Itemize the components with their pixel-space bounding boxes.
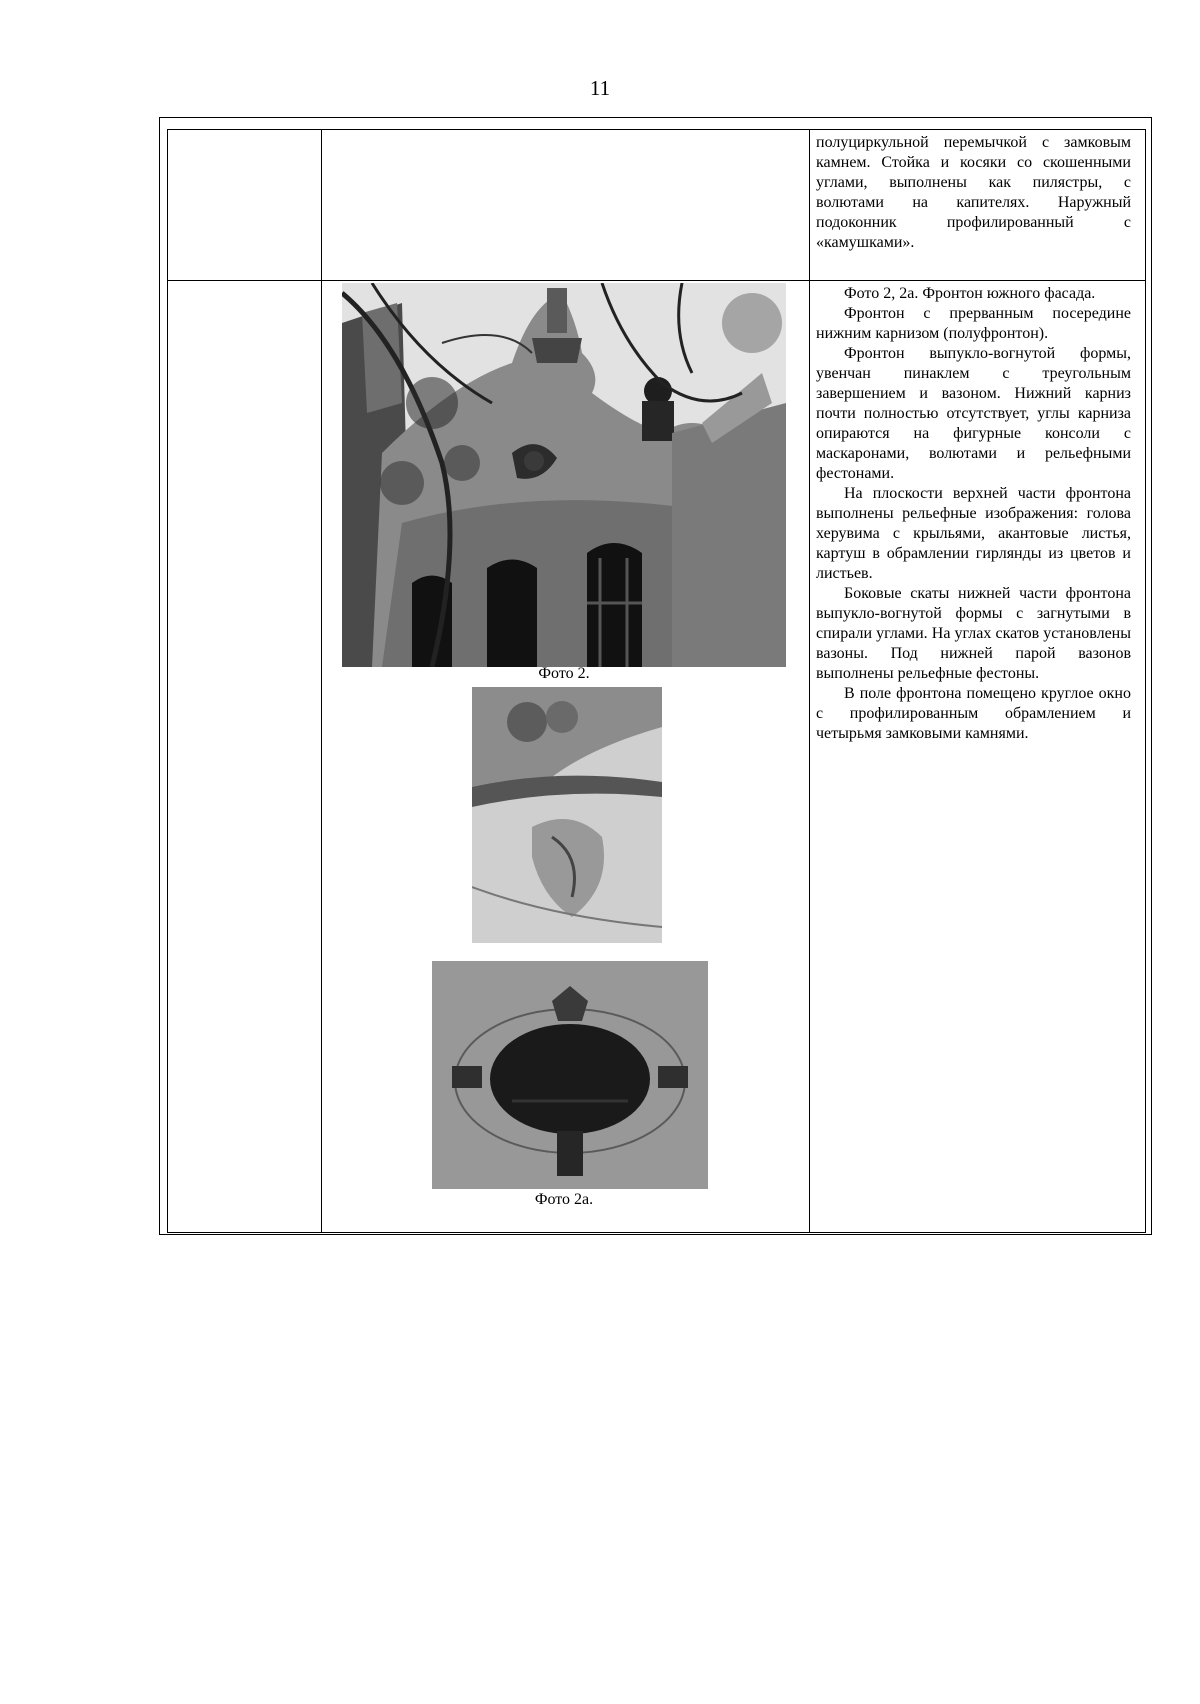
photo-cell [322, 281, 810, 1233]
paragraph: Фронтон с прерванным посередине нижним карнизом (полуфронтон). [816, 305, 1131, 342]
table-cell-empty [168, 130, 322, 281]
photo-2-caption: Фото 2. [538, 665, 590, 682]
table-cell-text [810, 130, 1146, 281]
paragraph: Боковые скаты нижней части фронтона выпукло-вогнутой формы с загнутыми в спирали углами. На углах скатов установлены вазоны. Под нижней парой вазонов выполнены рельефные фестоны. [816, 585, 1131, 682]
table-cell-text [810, 281, 1146, 1233]
photo-2a-round-window [432, 961, 708, 1189]
photo-2a-caption: Фото 2а. [534, 1191, 594, 1208]
page-number: 11 [589, 76, 611, 100]
paragraph: Фото 2, 2а. Фронтон южного фасада. [844, 285, 1096, 302]
description-table [167, 129, 1146, 1233]
paragraph: полуциркульной перемычкой с замковым камнем. Стойка и косяки со скошенными углами, выполнены как пилястры, с волютами на капителях. Наружный подоконник профилированный с «камушками». [816, 134, 1131, 251]
photo-2-gable-facade [342, 283, 786, 667]
table-row [168, 281, 1146, 1233]
table-cell-empty [168, 281, 322, 1233]
photo-2-relief-detail [472, 687, 662, 943]
paragraph: Фронтон выпукло-вогнутой формы, увенчан пинаклем с треугольным завершением и вазоном. Нижний карниз почти полностью отсутствует, углы карниза опираются на фигурные консоли с маскаронами, волютами и рельефными фестонами. [816, 345, 1131, 482]
paragraph: В поле фронтона помещено круглое окно с профилированным обрамлением и четырьмя замковыми камнями. [816, 685, 1131, 742]
paragraph: На плоскости верхней части фронтона выполнены рельефные изображения: голова херувима с крыльями, акантовые листья, картуш в обрамлении гирлянды из цветов и листьев. [816, 485, 1131, 582]
table-row [168, 130, 1146, 281]
table-cell-empty [322, 130, 810, 281]
